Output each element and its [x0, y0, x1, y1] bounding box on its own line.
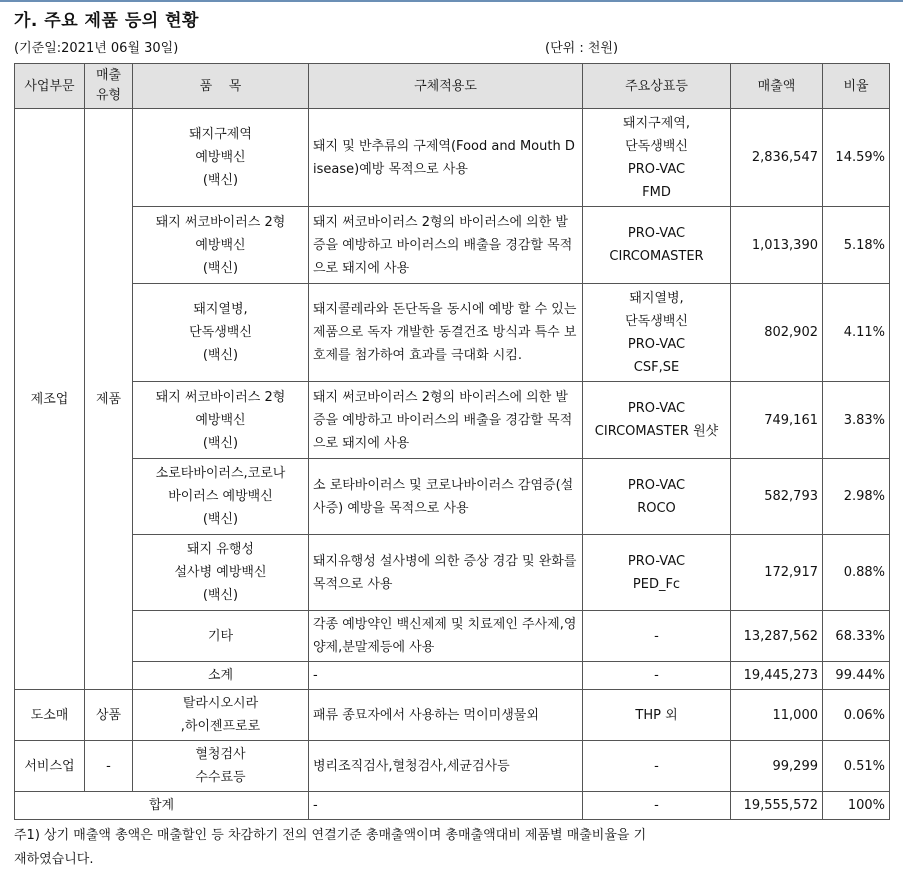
brand-cell: PRO-VAC CIRCOMASTER	[583, 207, 731, 284]
item-cell: 돼지 유행성 설사병 예방백신 (백신)	[133, 535, 309, 611]
header-usage: 구체적용도	[309, 64, 583, 109]
item-cell: 돼지 써코바이러스 2형 예방백신 (백신)	[133, 382, 309, 459]
brand-cell: PRO-VAC ROCO	[583, 459, 731, 535]
brand-cell: THP 외	[583, 690, 731, 741]
sales-type-cell: -	[85, 741, 133, 792]
sales-cell: 19,445,273	[731, 662, 823, 690]
usage-cell: 돼지유행성 설사병에 의한 증상 경감 및 완화를 목적으로 사용	[309, 535, 583, 611]
brand-cell: 돼지구제역, 단독생백신 PRO-VAC FMD	[583, 109, 731, 207]
table-row	[15, 207, 890, 284]
table-row	[15, 741, 890, 792]
sales-cell: 13,287,562	[731, 611, 823, 662]
sales-cell: 802,902	[731, 284, 823, 382]
sales-cell: 749,161	[731, 382, 823, 459]
usage-cell: -	[309, 662, 583, 690]
usage-cell: 소 로타바이러스 및 코로나바이러스 감염증(설사증) 예방을 목적으로 사용	[309, 459, 583, 535]
sales-cell: 2,836,547	[731, 109, 823, 207]
usage-cell: 돼지 써코바이러스 2형의 바이러스에 의한 발증을 예방하고 바이러스의 배출을 경감할 목적으로 돼지에 사용	[309, 382, 583, 459]
header-ratio: 비율	[823, 64, 890, 109]
base-date: (기준일:2021년 06월 30일)	[14, 41, 179, 56]
table-row	[15, 611, 890, 662]
section-title: 가. 주요 제품 등의 현황	[14, 11, 199, 31]
sales-type-cell: 제품	[85, 109, 133, 690]
brand-cell: PRO-VAC CIRCOMASTER 원샷	[583, 382, 731, 459]
table-row	[15, 662, 890, 690]
ratio-cell: 5.18%	[823, 207, 890, 284]
header-brand: 주요상표등	[583, 64, 731, 109]
brand-cell: -	[583, 611, 731, 662]
segment-cell: 도소매	[15, 690, 85, 741]
ratio-cell: 14.59%	[823, 109, 890, 207]
table-row	[15, 109, 890, 207]
top-border-line	[0, 0, 903, 2]
brand-cell: -	[583, 662, 731, 690]
sales-cell: 11,000	[731, 690, 823, 741]
item-cell: 돼지구제역 예방백신 (백신)	[133, 109, 309, 207]
usage-cell: -	[309, 792, 583, 820]
header-row	[15, 64, 890, 109]
table-row	[15, 382, 890, 459]
sales-type-cell: 상품	[85, 690, 133, 741]
ratio-cell: 0.51%	[823, 741, 890, 792]
ratio-cell: 99.44%	[823, 662, 890, 690]
ratio-cell: 100%	[823, 792, 890, 820]
table-row	[15, 459, 890, 535]
ratio-cell: 2.98%	[823, 459, 890, 535]
header-segment: 사업부문	[15, 64, 85, 109]
header-sales-type: 매출 유형	[85, 64, 133, 109]
sales-cell: 582,793	[731, 459, 823, 535]
item-cell: 돼지열병, 단독생백신 (백신)	[133, 284, 309, 382]
table-row	[15, 284, 890, 382]
total-row	[15, 792, 890, 820]
header-sales: 매출액	[731, 64, 823, 109]
usage-cell: 병리조직검사,혈청검사,세균검사등	[309, 741, 583, 792]
unit-label: (단위 : 천원)	[545, 41, 619, 56]
item-cell: 탈라시오시라 ,하이젠프로로	[133, 690, 309, 741]
segment-cell: 제조업	[15, 109, 85, 690]
sales-cell: 1,013,390	[731, 207, 823, 284]
total-label-cell: 합계	[15, 792, 309, 820]
item-cell: 소로타바이러스,코로나 바이러스 예방백신 (백신)	[133, 459, 309, 535]
table-row	[15, 535, 890, 611]
products-table	[14, 63, 890, 820]
ratio-cell: 0.06%	[823, 690, 890, 741]
brand-cell: -	[583, 741, 731, 792]
ratio-cell: 0.88%	[823, 535, 890, 611]
item-cell: 소계	[133, 662, 309, 690]
brand-cell: 돼지열병, 단독생백신 PRO-VAC CSF,SE	[583, 284, 731, 382]
sales-cell: 172,917	[731, 535, 823, 611]
segment-cell: 서비스업	[15, 741, 85, 792]
item-cell: 기타	[133, 611, 309, 662]
usage-cell: 패류 종묘자에서 사용하는 먹이미생물외	[309, 690, 583, 741]
footnote: 주1) 상기 매출액 총액은 매출할인 등 차감하기 전의 연결기준 총매출액이며 총매출액대비 제품별 매출비율을 기재하였습니다.	[14, 828, 647, 867]
sales-cell: 19,555,572	[731, 792, 823, 820]
usage-cell: 각종 예방약인 백신제제 및 치료제인 주사제,영양제,분말제등에 사용	[309, 611, 583, 662]
usage-cell: 돼지 및 반추류의 구제역(Food and Mouth Disease)예방 목적으로 사용	[309, 109, 583, 207]
ratio-cell: 4.11%	[823, 284, 890, 382]
ratio-cell: 68.33%	[823, 611, 890, 662]
sales-cell: 99,299	[731, 741, 823, 792]
brand-cell: -	[583, 792, 731, 820]
item-cell: 혈청검사 수수료등	[133, 741, 309, 792]
item-cell: 돼지 써코바이러스 2형 예방백신 (백신)	[133, 207, 309, 284]
brand-cell: PRO-VAC PED_Fc	[583, 535, 731, 611]
table-row	[15, 690, 890, 741]
ratio-cell: 3.83%	[823, 382, 890, 459]
usage-cell: 돼지 써코바이러스 2형의 바이러스에 의한 발증을 예방하고 바이러스의 배출을 경감할 목적으로 돼지에 사용	[309, 207, 583, 284]
usage-cell: 돼지콜레라와 돈단독을 동시에 예방 할 수 있는 제품으로 독자 개발한 동결건조 방식과 특수 보호제를 첨가하여 효과를 극대화 시킴.	[309, 284, 583, 382]
header-item: 품 목	[133, 64, 309, 109]
